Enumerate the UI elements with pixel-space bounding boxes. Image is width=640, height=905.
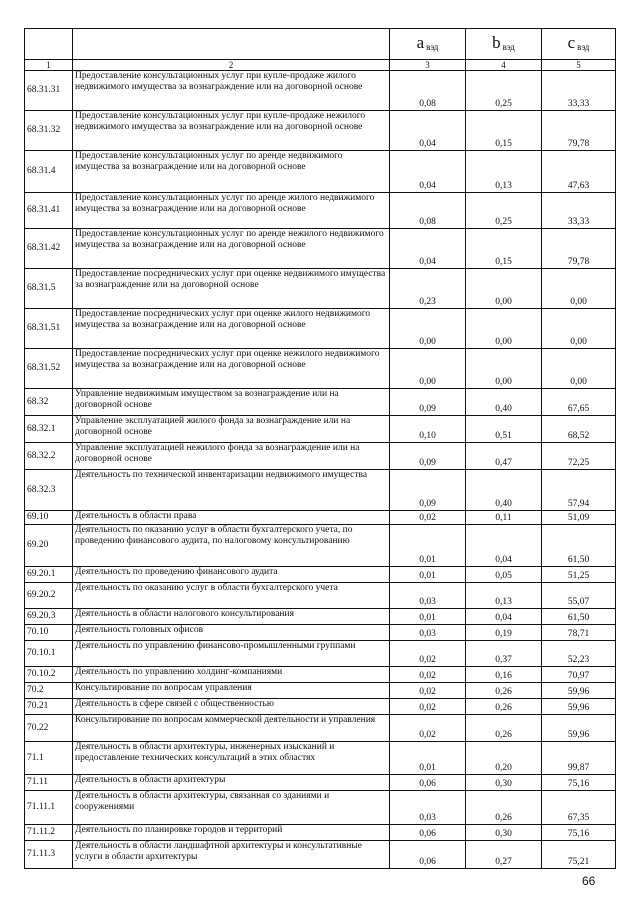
row-name: Деятельность по управлению холдинг-компаниями bbox=[73, 667, 390, 683]
page-number: 66 bbox=[582, 874, 596, 888]
value-b: 0,26 bbox=[466, 699, 542, 715]
value-b: 0,15 bbox=[466, 229, 542, 269]
row-name: Деятельность по оказанию услуг в области бухгалтерского учета bbox=[73, 583, 390, 609]
value-b: 0,40 bbox=[466, 470, 542, 511]
row-name: Предоставление консультационных услуг при купле-продаже жилого недвижимого имущества за вознаграждение или на договорной основе bbox=[73, 71, 390, 111]
table-row bbox=[25, 443, 616, 470]
table-row bbox=[25, 416, 616, 443]
row-name: Предоставление консультационных услуг по аренде нежилого недвижимого имущества за вознаграждение или на договорной основе bbox=[73, 229, 390, 269]
row-name: Предоставление посреднических услуг при оценке нежилого недвижимого имущества за вознаграждение или на договорной основе bbox=[73, 349, 390, 389]
header-empty-code bbox=[25, 29, 73, 60]
header-b-letter: b bbox=[492, 32, 501, 52]
row-name: Консультирование по вопросам коммерческой деятельности и управления bbox=[73, 715, 390, 742]
value-a: 0,09 bbox=[390, 389, 466, 416]
row-name: Предоставление посреднических услуг при оценке жилого недвижимого имущества за вознаграждение или на договорной основе bbox=[73, 309, 390, 349]
value-c: 78,71 bbox=[542, 625, 616, 641]
value-b: 0,30 bbox=[466, 825, 542, 841]
value-c: 75,21 bbox=[542, 841, 616, 869]
value-b: 0,11 bbox=[466, 511, 542, 525]
value-b: 0,51 bbox=[466, 416, 542, 443]
value-c: 57,94 bbox=[542, 470, 616, 511]
row-code: 68.31.52 bbox=[25, 349, 73, 389]
value-c: 99,87 bbox=[542, 742, 616, 775]
value-b: 0,13 bbox=[466, 151, 542, 193]
table-row bbox=[25, 625, 616, 641]
row-name: Деятельность головных офисов bbox=[73, 625, 390, 641]
value-c: 33,33 bbox=[542, 71, 616, 111]
table-row bbox=[25, 229, 616, 269]
value-b: 0,25 bbox=[466, 193, 542, 229]
value-c: 51,25 bbox=[542, 567, 616, 583]
row-name: Предоставление консультационных услуг при купле-продаже нежилого недвижимого имущества за вознаграждение или на договорной основе bbox=[73, 111, 390, 151]
row-code: 69.20.2 bbox=[25, 583, 73, 609]
table-row bbox=[25, 567, 616, 583]
row-code: 68.31.51 bbox=[25, 309, 73, 349]
value-b: 0,13 bbox=[466, 583, 542, 609]
row-name: Деятельность по планировке городов и территорий bbox=[73, 825, 390, 841]
value-c: 0,00 bbox=[542, 269, 616, 309]
value-b: 0,19 bbox=[466, 625, 542, 641]
row-name: Деятельность в области архитектуры, инженерных изысканий и предоставление технических консультаций в этих областях bbox=[73, 742, 390, 775]
value-a: 0,03 bbox=[390, 791, 466, 825]
row-code: 68.31.42 bbox=[25, 229, 73, 269]
table-row bbox=[25, 151, 616, 193]
value-b: 0,30 bbox=[466, 775, 542, 791]
value-b: 0,05 bbox=[466, 567, 542, 583]
value-b: 0,26 bbox=[466, 715, 542, 742]
table-row bbox=[25, 742, 616, 775]
value-a: 0,02 bbox=[390, 715, 466, 742]
value-a: 0,02 bbox=[390, 683, 466, 699]
value-b: 0,26 bbox=[466, 791, 542, 825]
table-row bbox=[25, 111, 616, 151]
row-code: 68.32 bbox=[25, 389, 73, 416]
value-a: 0,00 bbox=[390, 309, 466, 349]
value-a: 0,01 bbox=[390, 567, 466, 583]
row-name: Консультирование по вопросам управления bbox=[73, 683, 390, 699]
table-row bbox=[25, 389, 616, 416]
table-row bbox=[25, 667, 616, 683]
column-index-row bbox=[25, 60, 616, 71]
value-a: 0,02 bbox=[390, 667, 466, 683]
value-b: 0,40 bbox=[466, 389, 542, 416]
column-index: 2 bbox=[73, 60, 390, 71]
header-row bbox=[25, 29, 616, 60]
value-b: 0,04 bbox=[466, 609, 542, 625]
row-name: Управление недвижимым имуществом за вознаграждение или на договорной основе bbox=[73, 389, 390, 416]
table-row bbox=[25, 825, 616, 841]
value-a: 0,06 bbox=[390, 825, 466, 841]
value-c: 51,09 bbox=[542, 511, 616, 525]
column-index: 1 bbox=[25, 60, 73, 71]
header-col-a bbox=[390, 29, 466, 60]
table-row bbox=[25, 699, 616, 715]
table-row bbox=[25, 609, 616, 625]
value-c: 70,97 bbox=[542, 667, 616, 683]
row-code: 71.11.3 bbox=[25, 841, 73, 869]
row-code: 70.10.1 bbox=[25, 641, 73, 667]
row-code: 70.10 bbox=[25, 625, 73, 641]
row-code: 69.20.3 bbox=[25, 609, 73, 625]
row-code: 68.32.2 bbox=[25, 443, 73, 470]
value-b: 0,20 bbox=[466, 742, 542, 775]
value-b: 0,47 bbox=[466, 443, 542, 470]
value-b: 0,26 bbox=[466, 683, 542, 699]
table-row bbox=[25, 583, 616, 609]
value-b: 0,25 bbox=[466, 71, 542, 111]
value-a: 0,06 bbox=[390, 775, 466, 791]
value-a: 0,08 bbox=[390, 193, 466, 229]
table-row bbox=[25, 349, 616, 389]
value-a: 0,01 bbox=[390, 525, 466, 567]
row-name: Управление эксплуатацией нежилого фонда за вознаграждение или на договорной основе bbox=[73, 443, 390, 470]
value-a: 0,09 bbox=[390, 443, 466, 470]
table-row bbox=[25, 683, 616, 699]
column-index: 5 bbox=[542, 60, 616, 71]
value-b: 0,15 bbox=[466, 111, 542, 151]
row-name: Деятельность по управлению финансово-промышленными группами bbox=[73, 641, 390, 667]
row-name: Предоставление консультационных услуг по аренде недвижимого имущества за вознаграждение или на договорной основе bbox=[73, 151, 390, 193]
row-code: 68.31.4 bbox=[25, 151, 73, 193]
row-name: Деятельность в сфере связей с общественностью bbox=[73, 699, 390, 715]
value-a: 0,09 bbox=[390, 470, 466, 511]
value-a: 0,08 bbox=[390, 71, 466, 111]
row-code: 69.20.1 bbox=[25, 567, 73, 583]
value-a: 0,10 bbox=[390, 416, 466, 443]
value-a: 0,04 bbox=[390, 111, 466, 151]
row-name: Деятельность по технической инвентаризации недвижимого имущества bbox=[73, 470, 390, 511]
value-c: 68,52 bbox=[542, 416, 616, 443]
value-b: 0,27 bbox=[466, 841, 542, 869]
value-a: 0,06 bbox=[390, 841, 466, 869]
row-code: 70.22 bbox=[25, 715, 73, 742]
value-c: 75,16 bbox=[542, 825, 616, 841]
row-code: 71.11.1 bbox=[25, 791, 73, 825]
value-b: 0,04 bbox=[466, 525, 542, 567]
value-c: 75,16 bbox=[542, 775, 616, 791]
row-name: Предоставление посреднических услуг при оценке недвижимого имущества за вознаграждение или на договорной основе bbox=[73, 269, 390, 309]
value-c: 47,63 bbox=[542, 151, 616, 193]
value-a: 0,00 bbox=[390, 349, 466, 389]
value-b: 0,00 bbox=[466, 269, 542, 309]
value-a: 0,02 bbox=[390, 511, 466, 525]
value-c: 61,50 bbox=[542, 609, 616, 625]
row-code: 70.10.2 bbox=[25, 667, 73, 683]
value-a: 0,04 bbox=[390, 151, 466, 193]
row-name: Деятельность в области архитектуры bbox=[73, 775, 390, 791]
row-code: 68.31.41 bbox=[25, 193, 73, 229]
row-code: 68.32.1 bbox=[25, 416, 73, 443]
value-b: 0,00 bbox=[466, 349, 542, 389]
value-c: 79,78 bbox=[542, 229, 616, 269]
table-row bbox=[25, 309, 616, 349]
header-a-sub: вэд bbox=[426, 41, 439, 52]
row-code: 68.31.31 bbox=[25, 71, 73, 111]
value-b: 0,16 bbox=[466, 667, 542, 683]
column-index: 3 bbox=[390, 60, 466, 71]
coefficients-table bbox=[24, 28, 616, 869]
row-code: 70.2 bbox=[25, 683, 73, 699]
row-name: Деятельность по проведению финансового аудита bbox=[73, 567, 390, 583]
row-code: 71.11 bbox=[25, 775, 73, 791]
value-a: 0,03 bbox=[390, 583, 466, 609]
table-row bbox=[25, 775, 616, 791]
value-c: 33,33 bbox=[542, 193, 616, 229]
header-b-sub: вэд bbox=[502, 41, 515, 52]
value-c: 67,65 bbox=[542, 389, 616, 416]
row-code: 68.32.3 bbox=[25, 470, 73, 511]
table-row bbox=[25, 715, 616, 742]
row-code: 70.21 bbox=[25, 699, 73, 715]
table-row bbox=[25, 511, 616, 525]
value-c: 59,96 bbox=[542, 715, 616, 742]
row-code: 69.20 bbox=[25, 525, 73, 567]
value-c: 72,25 bbox=[542, 443, 616, 470]
value-c: 52,23 bbox=[542, 641, 616, 667]
column-index: 4 bbox=[466, 60, 542, 71]
value-a: 0,01 bbox=[390, 609, 466, 625]
table-row bbox=[25, 269, 616, 309]
value-c: 79,78 bbox=[542, 111, 616, 151]
value-c: 59,96 bbox=[542, 683, 616, 699]
row-code: 69.10 bbox=[25, 511, 73, 525]
table-row bbox=[25, 71, 616, 111]
value-a: 0,23 bbox=[390, 269, 466, 309]
value-c: 61,50 bbox=[542, 525, 616, 567]
header-a-letter: a bbox=[416, 32, 425, 52]
row-name: Деятельность по оказанию услуг в области бухгалтерского учета, по проведению финансового аудита, по налоговому консультированию bbox=[73, 525, 390, 567]
row-code: 68.31.5 bbox=[25, 269, 73, 309]
row-name: Деятельность в области ландшафтной архитектуры и консультативные услуги в области архитектуры bbox=[73, 841, 390, 869]
row-code: 71.11.2 bbox=[25, 825, 73, 841]
header-empty-name bbox=[73, 29, 390, 60]
row-name: Предоставление консультационных услуг по аренде жилого недвижимого имущества за вознаграждение или на договорной основе bbox=[73, 193, 390, 229]
value-c: 0,00 bbox=[542, 309, 616, 349]
row-name: Деятельность в области права bbox=[73, 511, 390, 525]
value-b: 0,37 bbox=[466, 641, 542, 667]
header-c-letter: c bbox=[567, 32, 576, 52]
value-b: 0,00 bbox=[466, 309, 542, 349]
header-c-sub: вэд bbox=[577, 41, 590, 52]
row-code: 68.31.32 bbox=[25, 111, 73, 151]
table-row bbox=[25, 525, 616, 567]
value-a: 0,04 bbox=[390, 229, 466, 269]
value-c: 67,35 bbox=[542, 791, 616, 825]
value-c: 59,96 bbox=[542, 699, 616, 715]
table-row bbox=[25, 641, 616, 667]
value-a: 0,02 bbox=[390, 641, 466, 667]
table-row bbox=[25, 841, 616, 869]
row-name: Деятельность в области архитектуры, связанная со зданиями и сооружениями bbox=[73, 791, 390, 825]
table-row bbox=[25, 791, 616, 825]
table-row bbox=[25, 193, 616, 229]
value-a: 0,02 bbox=[390, 699, 466, 715]
value-a: 0,03 bbox=[390, 625, 466, 641]
row-name: Деятельность в области налогового консультирования bbox=[73, 609, 390, 625]
row-name: Управление эксплуатацией жилого фонда за вознаграждение или на договорной основе bbox=[73, 416, 390, 443]
value-a: 0,01 bbox=[390, 742, 466, 775]
header-col-b bbox=[466, 29, 542, 60]
header-col-c bbox=[542, 29, 616, 60]
table-row bbox=[25, 470, 616, 511]
value-c: 0,00 bbox=[542, 349, 616, 389]
row-code: 71.1 bbox=[25, 742, 73, 775]
value-c: 55,07 bbox=[542, 583, 616, 609]
